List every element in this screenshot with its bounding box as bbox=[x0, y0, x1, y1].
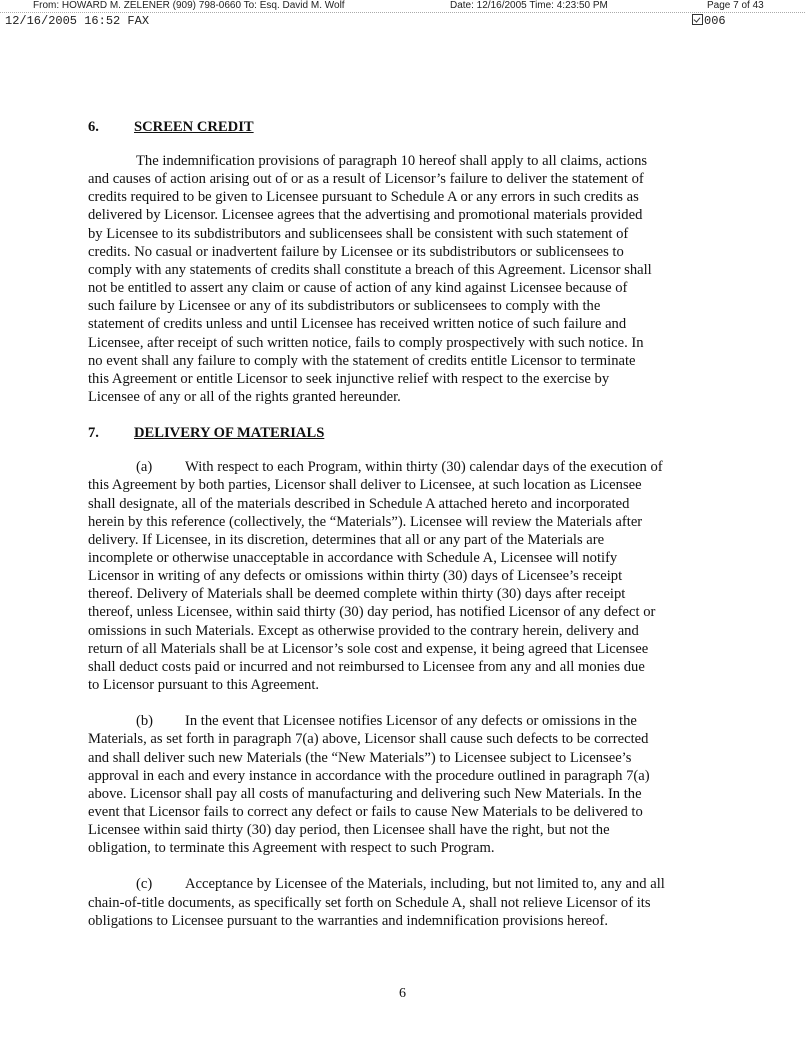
text-line: Licensor in writing of any defects or omissions within thirty (30) days of Licensee’s receipt bbox=[88, 568, 623, 585]
text-line: delivered by Licensor. Licensee agrees that the advertising and promotional materials provided bbox=[88, 207, 643, 224]
text-line: obligations to Licensee pursuant to the warranties and indemnification provisions hereof. bbox=[88, 912, 608, 929]
text-line: delivery. If Licensee, in its discretion, determines that all or any part of the Materials are bbox=[88, 531, 605, 548]
text-line: With respect to each Program, within thirty (30) calendar days of the execution of bbox=[185, 459, 663, 476]
text-line: not be entitled to assert any claim or cause of action of any kind against Licensee because of bbox=[88, 280, 628, 297]
text-line: return of all Materials shall be at Licensor’s sole cost and expense, it being agreed that Licensee bbox=[88, 640, 649, 657]
text-line: omissions in such Materials. Except as otherwise provided to the contrary herein, delivery and bbox=[88, 622, 639, 639]
fax-page-count: Page 7 of 43 bbox=[707, 0, 764, 11]
text-line: Materials, as set forth in paragraph 7(a) above, Licensor shall cause such defects to be corrected bbox=[88, 731, 649, 748]
text-line: The indemnification provisions of paragraph 10 hereof shall apply to all claims, actions bbox=[136, 153, 648, 169]
paragraph-7a bbox=[88, 458, 704, 694]
paragraph-screen-credit bbox=[88, 152, 704, 406]
fax-transmission-header bbox=[0, 0, 805, 11]
text-line: In the event that Licensee notifies Licensor of any defects or omissions in the bbox=[185, 713, 637, 730]
text-line: above. Licensor shall pay all costs of manufacturing and delivering such New Materials. In the bbox=[88, 785, 642, 802]
text-line: credits required to be given to Licensee pursuant to Schedule A or any errors in such credits as bbox=[88, 189, 639, 206]
section-title: SCREEN CREDIT bbox=[134, 119, 254, 135]
section-title: DELIVERY OF MATERIALS bbox=[134, 425, 325, 442]
text-line: thereof. Delivery of Materials shall be deemed complete within thirty (30) days after receipt bbox=[88, 586, 626, 603]
text-line: thereof, unless Licensee, within said thirty (30) day period, has notified Licensor of any defect or bbox=[88, 604, 656, 621]
text-line: to Licensor pursuant to this Agreement. bbox=[88, 677, 320, 694]
subparagraph-label: (b) bbox=[136, 713, 154, 730]
text-line: this Agreement by both parties, Licensor shall deliver to Licensee, at such location as Licensee bbox=[88, 477, 642, 494]
text-line: shall designate, all of the materials described in Schedule A attached hereto and incorporated bbox=[88, 495, 630, 512]
text-line: Licensee, after receipt of such written notice, fails to comply prospectively with such notice. In bbox=[88, 334, 644, 351]
fax-stamp-line bbox=[0, 14, 805, 28]
text-line: obligation, to terminate this Agreement with respect to such Program. bbox=[88, 840, 495, 857]
text-line: statement of credits unless and until Licensee has received written notice of such failure and bbox=[88, 316, 627, 333]
text-line: incomplete or otherwise unacceptable in accordance with Schedule A, Licensee will notify bbox=[88, 549, 618, 566]
section-number: 6. bbox=[88, 119, 99, 135]
text-line: chain-of-title documents, as specifically set forth on Schedule A, shall not relieve Licensor of its bbox=[88, 894, 651, 911]
document-body bbox=[88, 118, 704, 930]
subparagraph-label: (a) bbox=[136, 459, 153, 476]
text-line: and shall deliver such new Materials (the “New Materials”) to Licensee subject to Licensee’s bbox=[88, 749, 632, 766]
header-divider bbox=[0, 12, 805, 13]
text-line: approval in each and every instance in accordance with the procedure outlined in paragraph 7(a) bbox=[88, 767, 650, 784]
text-line: and causes of action arising out of or as a result of Licensor’s failure to deliver the statement of bbox=[88, 171, 644, 188]
text-line: such failure by Licensee or any of its subdistributors or sublicensees to comply with the bbox=[88, 298, 601, 315]
fax-page-code-wrap bbox=[692, 14, 726, 28]
subparagraph-label: (c) bbox=[136, 876, 153, 893]
paragraph-7c bbox=[88, 875, 704, 929]
text-line: Acceptance by Licensee of the Materials, including, but not limited to, any and all bbox=[185, 876, 665, 893]
text-line: herein by this reference (collectively, the “Materials”). Licensee will review the Materials after bbox=[88, 513, 643, 530]
section-heading-7 bbox=[88, 424, 704, 442]
text-line: credits. No casual or inadvertent failure by Licensee or its subdistributors or sublicensees to bbox=[88, 243, 624, 260]
text-line: shall deduct costs paid or incurred and not reimbursed to Licensee from any and all monies due bbox=[88, 658, 645, 675]
fax-stamp: 12/16/2005 16:52 FAX bbox=[5, 14, 150, 28]
checkbox-check-icon bbox=[692, 14, 703, 25]
text-line: by Licensee to its subdistributors and sublicensees shall be consistent with such statement of bbox=[88, 225, 629, 242]
fax-date-time: Date: 12/16/2005 Time: 4:23:50 PM bbox=[450, 0, 608, 11]
section-heading-6 bbox=[88, 118, 704, 136]
text-line: comply with any statements of credits shall constitute a breach of this Agreement. Licensor shall bbox=[88, 261, 652, 278]
paragraph-7b bbox=[88, 712, 704, 857]
page-number: 6 bbox=[399, 986, 406, 1001]
text-line: Licensee within said thirty (30) day period, then Licensee shall have the right, but not the bbox=[88, 822, 610, 839]
text-line: this Agreement or entitle Licensor to seek injunctive relief with respect to the exercise by bbox=[88, 370, 610, 387]
text-line: no event shall any failure to comply with the statement of credits entitle Licensor to terminate bbox=[88, 352, 636, 369]
fax-page-code: 006 bbox=[704, 14, 726, 28]
text-line: Licensee of any or all of the rights granted hereunder. bbox=[88, 389, 401, 406]
fax-from-to: From: HOWARD M. ZELENER (909) 798-0660 To: Esq. David M. Wolf bbox=[33, 0, 345, 11]
text-line: event that Licensor fails to correct any defect or fails to cause New Materials to be delivered to bbox=[88, 804, 643, 820]
section-number: 7. bbox=[88, 425, 99, 442]
